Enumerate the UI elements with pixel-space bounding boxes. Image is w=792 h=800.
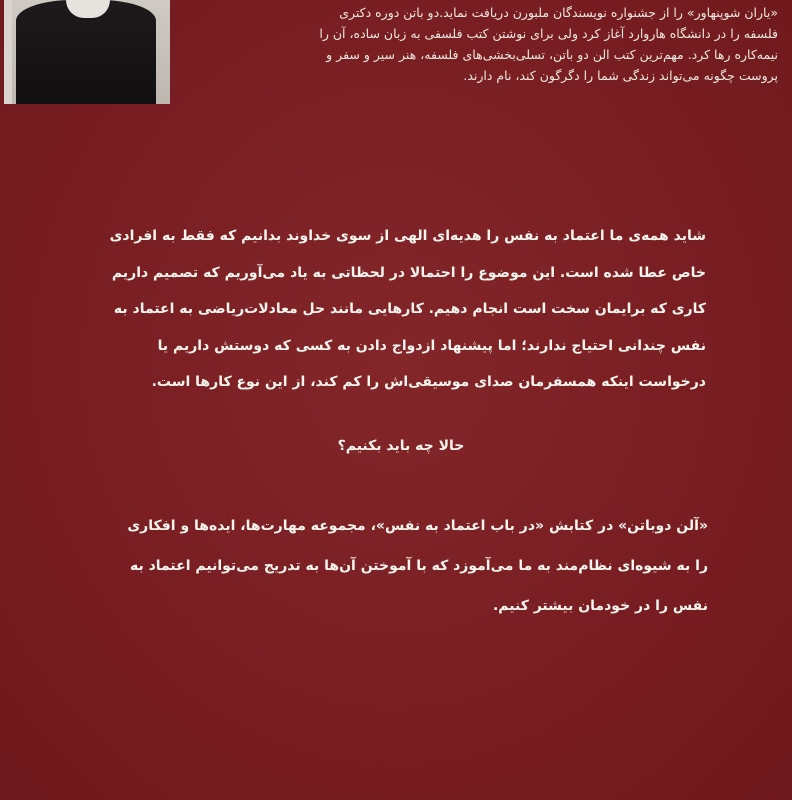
quote-question: حالا چه باید بکنیم؟ xyxy=(337,438,465,454)
bio-line-3: نیمه‌کاره رها کرد. مهم‌ترین کتب الن دو باتن، تسلی‌بخشی‌های فلسفه، هنر سیر و سفر و xyxy=(326,47,778,62)
bio-line-4: پروست چگونه می‌تواند زندگی شما را دگرگون کند، نام دارند. xyxy=(463,68,778,83)
quote-line-3: کاری که برایمان سخت است انجام دهیم. کارهایی مانند حل معادلات‌ریاضی به اعتماد به xyxy=(113,301,706,317)
quote-line-1: شاید همه‌ی ما اعتماد به نفس را هدیه‌ای الهی از سوی خداوند بدانیم که فقط به افرادی xyxy=(109,228,706,244)
photo-edge xyxy=(4,0,12,104)
author-bio xyxy=(178,0,778,86)
bio-line-2: فلسفه را در دانشگاه هاروارد آغاز کرد ولی برای نوشتن کتب فلسفی به زبان ساده، آن را xyxy=(319,26,778,41)
quote-line-2: خاص عطا شده است. این موضوع را احتمالا در لحظاتی به یاد می‌آوریم که تصمیم داریم xyxy=(111,264,706,281)
book-summary xyxy=(96,506,708,626)
bio-line-1: «یاران شوپنهاور» را از جشنواره نویسندگان ملبورن دریافت نماید.دو باتن دوره دکتری xyxy=(339,5,778,20)
summary-line-2: را به شیوه‌ای نظام‌مند به ما می‌آموزد که با آموختن آن‌ها به تدریج می‌توانیم اعتماد به xyxy=(129,558,708,574)
quote-line-5: درخواست اینکه همسفرمان صدای موسیقی‌اش را کم کند، از این نوع کارها است. xyxy=(151,374,706,390)
summary-line-3: نفس را در خودمان بیشتر کنیم. xyxy=(492,598,708,614)
summary-line-1: «آلن دوباتن» در کتابش «در باب اعتماد به نفس»، مجموعه مهارت‌ها، ایده‌ها و افکاری xyxy=(127,518,708,534)
back-cover-quote xyxy=(96,218,706,401)
quote-line-4: نفس چندانی احتیاج ندارند؛ اما پیشنهاد ازدواج دادن به کسی که دوستش داریم یا xyxy=(157,337,706,354)
author-photo xyxy=(4,0,170,104)
